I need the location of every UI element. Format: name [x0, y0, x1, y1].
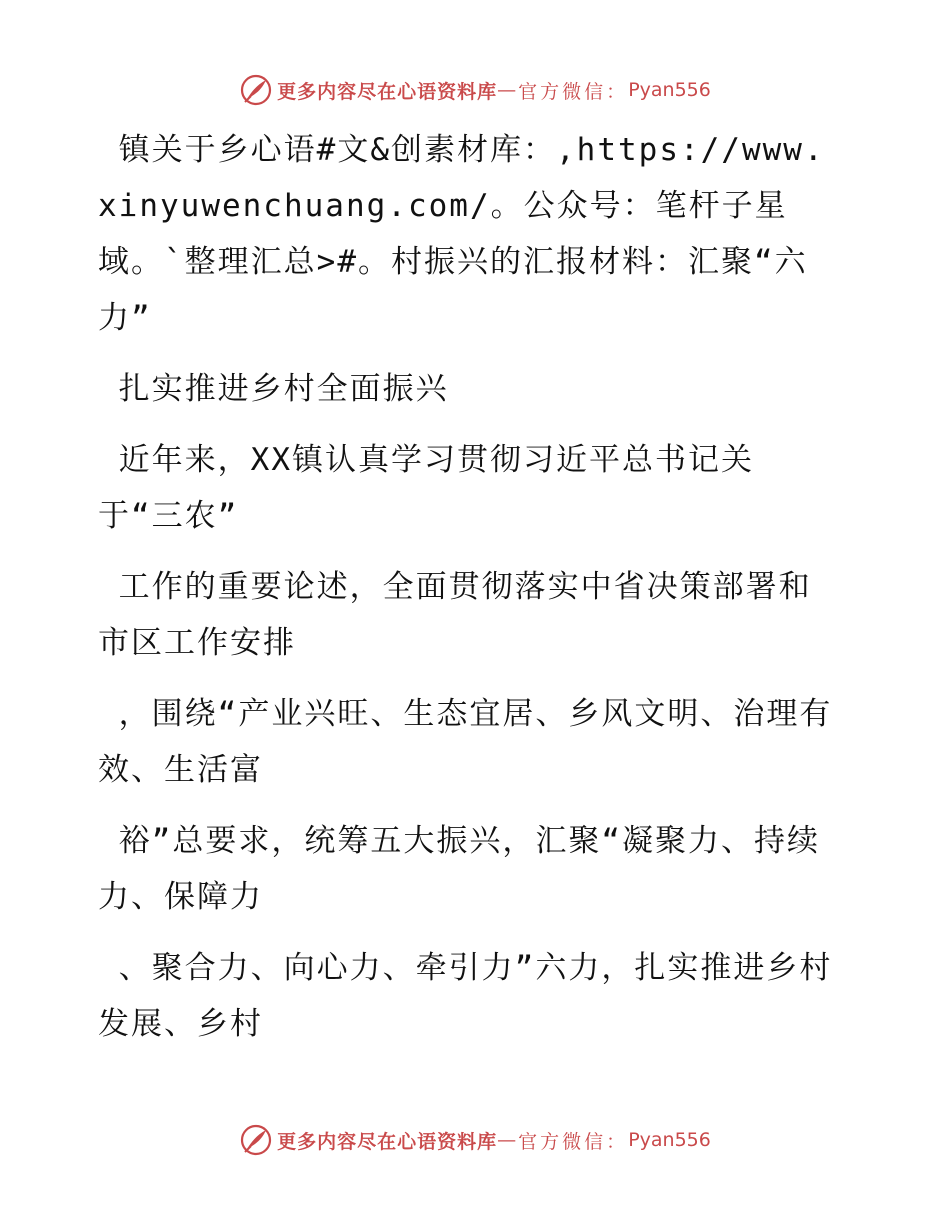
banner-separator: — [497, 79, 517, 101]
paragraph: 工作的重要论述，全面贯彻落实中省决策部署和市区工作安排 [98, 569, 812, 661]
quill-logo-icon [239, 73, 273, 107]
banner-separator: — [497, 1129, 517, 1151]
paragraph: 扎实推进乡村全面振兴 [98, 371, 449, 407]
paragraph: 镇关于乡心语#文&创素材库：,https://www.xinyuwenchuang.com/。公众号：笔杆子星域。`整理汇总>#。村振兴的汇报材料：汇聚“六力” [98, 132, 825, 336]
paragraph: ，围绕“产业兴旺、生态宜居、乡风文明、治理有效、生活富 [98, 696, 833, 788]
paragraph: 近年来，XX镇认真学习贯彻习近平总书记关于“三农” [98, 442, 754, 534]
banner-official-label: 官方微信： [518, 80, 629, 103]
footer-banner [0, 1120, 950, 1160]
banner-main-text: 更多内容尽在心语资料库 [277, 1130, 498, 1153]
paragraph: 裕”总要求，统筹五大振兴，汇聚“凝聚力、持续力、保障力 [98, 823, 820, 915]
banner-main-text: 更多内容尽在心语资料库 [277, 80, 498, 103]
banner-official-label: 官方微信： [518, 1130, 629, 1153]
header-banner [0, 70, 950, 110]
banner-wechat-id: Pyan556 [628, 79, 711, 101]
banner-wechat-id: Pyan556 [628, 1129, 711, 1151]
paragraph: 、聚合力、向心力、牵引力”六力，扎实推进乡村发展、乡村 [98, 950, 833, 1042]
quill-logo-icon [239, 1123, 273, 1157]
document-body [98, 122, 838, 1067]
